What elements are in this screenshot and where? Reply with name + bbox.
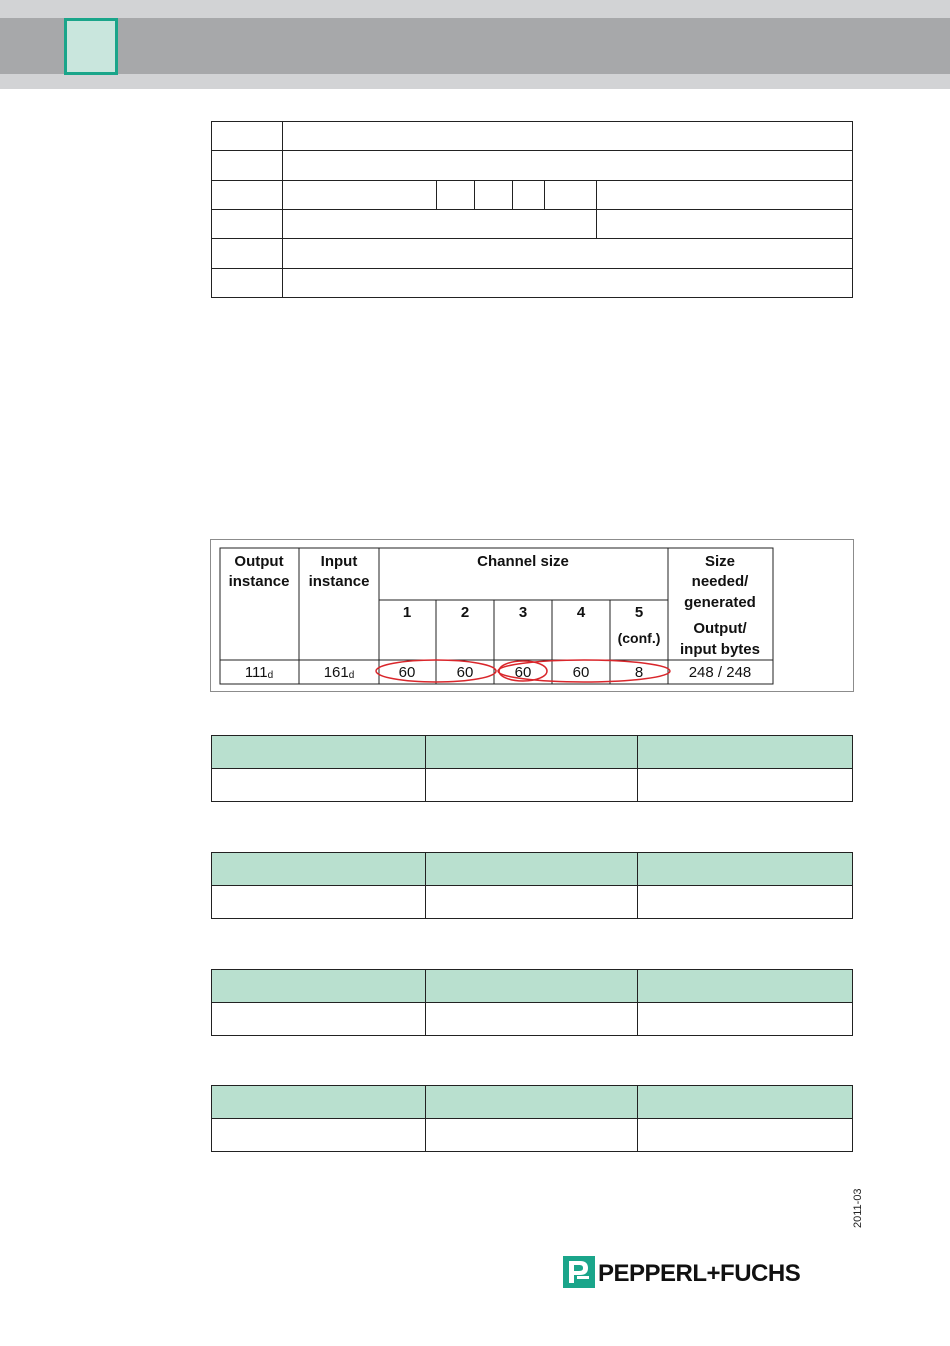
col-output-instance-line1: Output	[234, 553, 284, 570]
channel-value-5: 8	[634, 664, 644, 681]
col-input-instance-line2: instance	[308, 573, 370, 590]
channel5-note: (conf.)	[617, 630, 661, 646]
col-size-line3: generated	[684, 594, 756, 611]
data-table-1	[211, 735, 853, 802]
document-date: 2011-03	[852, 1188, 864, 1228]
table-header-row	[212, 853, 853, 886]
output-instance-value: 111d	[244, 664, 274, 681]
data-table-2	[211, 852, 853, 919]
channel-number-3: 3	[518, 604, 528, 621]
col-input-instance-line1: Input	[320, 553, 358, 570]
table-header-row	[212, 736, 853, 769]
table-row	[212, 151, 853, 180]
data-table-3	[211, 969, 853, 1036]
brand-logo	[563, 1256, 823, 1290]
data-table-4	[211, 1085, 853, 1152]
table-row	[212, 209, 853, 238]
chapter-marker	[64, 18, 118, 75]
channel-number-5: 5	[634, 604, 644, 621]
table-row	[212, 886, 853, 919]
table-row	[212, 268, 853, 297]
table-row	[212, 1003, 853, 1036]
input-instance-value: 161d	[323, 664, 355, 681]
channel-value-4: 60	[572, 664, 590, 681]
col-size-line1: Size	[704, 553, 736, 570]
parameter-table	[211, 121, 853, 298]
size-value: 248 / 248	[688, 664, 752, 681]
col-size-line2: needed/	[691, 573, 749, 590]
table-header-row	[212, 1086, 853, 1119]
table-row	[212, 180, 853, 209]
col-channel-size: Channel size	[477, 553, 569, 570]
instance-size-figure	[210, 539, 854, 692]
channel-number-4: 4	[576, 604, 586, 621]
table-row	[212, 122, 853, 151]
channel-value-2: 60	[456, 664, 474, 681]
channel-number-2: 2	[460, 604, 470, 621]
header-band	[0, 18, 950, 74]
col-size-sub-line2: input bytes	[679, 641, 761, 658]
header-top-strip	[0, 0, 950, 18]
pf-logo-icon	[563, 1256, 595, 1288]
channel-value-1: 60	[398, 664, 416, 681]
table-row	[212, 769, 853, 802]
channel-number-1: 1	[402, 604, 412, 621]
col-output-instance-line2: instance	[228, 573, 290, 590]
table-row	[212, 1119, 853, 1152]
header-bottom-strip	[0, 74, 950, 89]
channel-value-3: 60	[514, 664, 532, 681]
col-size-sub-line1: Output/	[693, 620, 747, 637]
table-row	[212, 239, 853, 268]
brand-name: PEPPERL+FUCHS	[598, 1260, 801, 1287]
table-header-row	[212, 970, 853, 1003]
